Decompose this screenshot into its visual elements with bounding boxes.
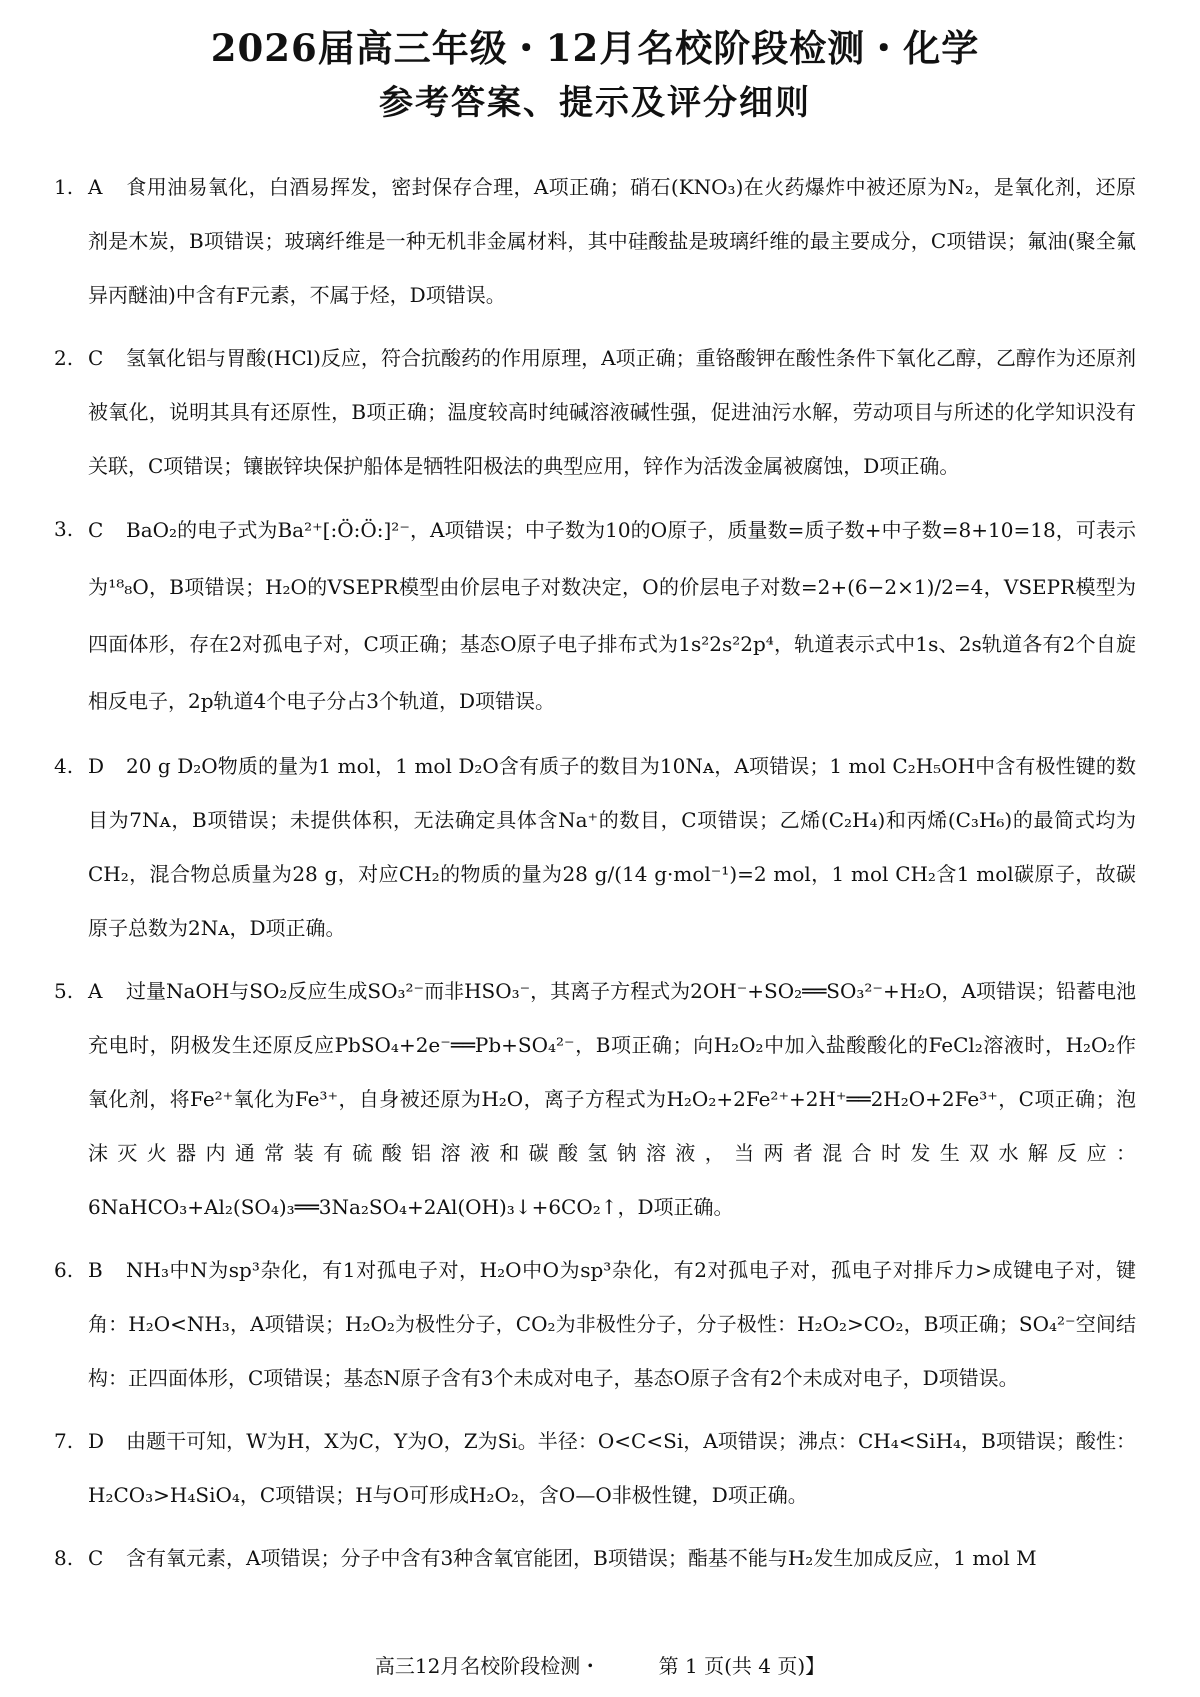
question-number: 1. xyxy=(54,175,74,199)
footer-page-number: 第 1 页(共 4 页)】 xyxy=(658,1654,826,1678)
answer-item-2 xyxy=(54,331,1136,493)
answer-explanation: 由题干可知，W为H，X为C，Y为O，Z为Si。半径：O<C<Si，A项错误；沸点：CH₄<SiH₄，B项错误；酸性：H₂CO₃>H₄SiO₄，C项错误；H与O可形成H₂O₂，含O—O非极性键，D项正确。 xyxy=(88,1429,1136,1507)
question-number: 2. xyxy=(54,346,74,370)
question-number: 6. xyxy=(54,1258,74,1282)
question-number: 5. xyxy=(54,979,74,1003)
page-title: 2026届高三年级・12月名校阶段检测・化学 xyxy=(210,26,980,70)
answer-letter: D xyxy=(88,754,105,778)
answer-item-3 xyxy=(54,502,1136,730)
answer-item-8 xyxy=(54,1531,1136,1585)
footer-exam-name: 高三12月名校阶段检测・ xyxy=(374,1654,601,1678)
question-number: 4. xyxy=(54,754,74,778)
answer-item-5 xyxy=(54,964,1136,1234)
answer-explanation: 过量NaOH与SO₂反应生成SO₃²⁻而非HSO₃⁻，其离子方程式为2OH⁻+SO₂══SO₃²⁻+H₂O，A项错误；铅蓄电池充电时，阴极发生还原反应PbSO₄+2e⁻══Pb+SO₄²⁻，B项正确；向H₂O₂中加入盐酸酸化的FeCl₂溶液时，H₂O₂作氧化剂，将Fe²⁺氧化为Fe³⁺，自身被还原为H₂O，离子方程式为H₂O₂+2Fe²⁺+2H⁺══2H₂O+2Fe³⁺，C项正确；泡沫灭火器内通常装有硫酸铝溶液和碳酸氢钠溶液，当两者混合时发生双水解反应：6NaHCO₃+Al₂(SO₄)₃══3Na₂SO₄+2Al(OH)₃↓+6CO₂↑，D项正确。 xyxy=(88,979,1136,1219)
answer-explanation: 氢氧化铝与胃酸(HCl)反应，符合抗酸药的作用原理，A项正确；重铬酸钾在酸性条件下氧化乙醇，乙醇作为还原剂被氧化，说明其具有还原性，B项正确；温度较高时纯碱溶液碱性强，促进油污水解，劳动项目与所述的化学知识没有关联，C项错误；镶嵌锌块保护船体是牺牲阳极法的典型应用，锌作为活泼金属被腐蚀，D项正确。 xyxy=(88,346,1136,478)
answer-list xyxy=(54,160,1136,1585)
page-subtitle: 参考答案、提示及评分细则 xyxy=(379,83,811,123)
question-number: 3. xyxy=(54,517,74,541)
answer-item-1 xyxy=(54,160,1136,322)
answer-letter: A xyxy=(88,979,103,1003)
answer-letter: C xyxy=(88,518,104,542)
answer-explanation: NH₃中N为sp³杂化，有1对孤电子对，H₂O中O为sp³杂化，有2对孤电子对，孤电子对排斥力>成键电子对，键角：H₂O<NH₃，A项错误；H₂O₂为极性分子，CO₂为非极性分子，分子极性：H₂O₂>CO₂，B项正确；SO₄²⁻空间结构：正四面体形，C项错误；基态N原子含有3个未成对电子，基态O原子含有2个未成对电子，D项错误。 xyxy=(88,1258,1136,1390)
answer-explanation: BaO₂的电子式为Ba²⁺[:Ö:Ö:]²⁻，A项错误；中子数为10的O原子，质量数=质子数+中子数=8+10=18，可表示为¹⁸₈O，B项错误；H₂O的VSEPR模型由价层电子对数决定，O的价层电子对数=2+(6−2×1)/2=4，VSEPR模型为四面体形，存在2对孤电子对，C项正确；基态O原子电子排布式为1s²2s²2p⁴，轨道表示式中1s、2s轨道各有2个自旋相反电子，2p轨道4个电子分占3个轨道，D项错误。 xyxy=(88,518,1136,713)
answer-item-4 xyxy=(54,739,1136,955)
answer-letter: B xyxy=(88,1258,103,1282)
answer-letter: A xyxy=(88,175,103,199)
answer-item-7 xyxy=(54,1414,1136,1522)
answer-item-6 xyxy=(54,1243,1136,1405)
answer-letter: C xyxy=(88,346,104,370)
answer-letter: C xyxy=(88,1546,104,1570)
question-number: 8. xyxy=(54,1546,74,1570)
answer-explanation: 含有氧元素，A项错误；分子中含有3种含氧官能团，B项错误；酯基不能与H₂发生加成反应，1 mol M xyxy=(126,1546,1037,1570)
answer-explanation: 食用油易氧化，白酒易挥发，密封保存合理，A项正确；硝石(KNO₃)在火药爆炸中被还原为N₂，是氧化剂，还原剂是木炭，B项错误；玻璃纤维是一种无机非金属材料，其中硅酸盐是玻璃纤维的最主要成分，C项错误；氟油(聚全氟异丙醚油)中含有F元素，不属于烃，D项错误。 xyxy=(88,175,1136,307)
question-number: 7. xyxy=(54,1429,74,1453)
answer-explanation: 20 g D₂O物质的量为1 mol，1 mol D₂O含有质子的数目为10Nᴀ，A项错误；1 mol C₂H₅OH中含有极性键的数目为7Nᴀ，B项错误；未提供体积，无法确定具体含Na⁺的数目，C项错误；乙烯(C₂H₄)和丙烯(C₃H₆)的最简式均为CH₂，混合物总质量为28 g，对应CH₂的物质的量为28 g/(14 g·mol⁻¹)=2 mol，1 mol CH₂含1 mol碳原子，故碳原子总数为2Nᴀ，D项正确。 xyxy=(88,754,1136,940)
page-footer xyxy=(0,1652,1200,1680)
answer-letter: D xyxy=(88,1429,105,1453)
